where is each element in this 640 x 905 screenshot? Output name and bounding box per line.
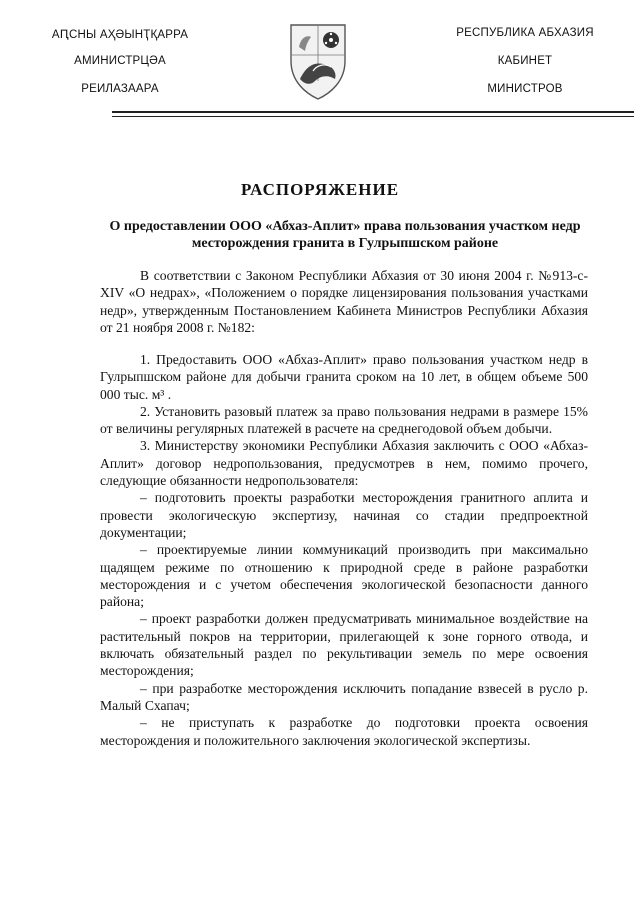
- header-right-line-2: КАБИНЕТ: [497, 55, 553, 67]
- item-3: 3. Министерству экономики Республики Абхазия заключить с ООО «Абхаз-Аплит» договор недропользования, предусмотрев в нем, помимо прочего, следующие обязанности недропользователя:: [100, 438, 588, 489]
- coat-of-arms-icon: [287, 21, 349, 101]
- item-2: 2. Установить разовый платеж за право пользования недрами в размере 15% от величины регулярных платежей в расчете на среднегодовой объем добычи.: [100, 403, 588, 437]
- obligation-4: – при разработке месторождения исключить попадание взвесей в русло р. Малый Схапач;: [100, 680, 588, 713]
- intro-paragraph: В соответствии с Законом Республики Абхазия от 30 июня 2004 г. №913-с-XIV «О недрах», «Положением о порядке лицензирования пользования участками недр», утвержденным Постановлением Кабинета Министров Республики Абхазия от 21 ноября 2008 г. №182:: [100, 268, 588, 335]
- header-rule-thick: [112, 111, 634, 113]
- document-subtitle: О предоставлении ООО «Абхаз-Аплит» права пользования участком недр месторождения гранита в Гулрыпшском районе: [109, 219, 581, 251]
- document-title: РАСПОРЯЖЕНИЕ: [240, 180, 400, 199]
- header-left-line-1: АԤСНЫ АҲӘЫНҬҚАРРА: [51, 29, 189, 41]
- header-rule-thin: [112, 116, 634, 117]
- intro-block: [100, 267, 588, 336]
- header-right-line-3: МИНИСТРОВ: [487, 83, 563, 95]
- obligation-2: – проектируемые линии коммуникаций производить при максимально щадящем режиме по отношению к природной среде в районе разработки месторождения и с учетом обеспечения экологической безопасности данного района;: [100, 542, 588, 610]
- header-left-line-2: АМИНИСТРЦӘА: [74, 55, 166, 67]
- header-right-line-1: РЕСПУБЛИКА АБХАЗИЯ: [456, 27, 594, 39]
- obligation-5: – не приступать к разработке до подготовки проекта освоения месторождения и положительного заключения экологической экспертизы.: [100, 715, 588, 748]
- item-1: 1. Предоставить ООО «Абхаз-Аплит» право пользования участком недр в Гулрыпшском районе для добычи гранита сроком на 10 лет, в общем объеме 500 000 тыс. м³ .: [100, 352, 588, 402]
- header-left-line-3: РЕИЛАЗААРА: [81, 83, 159, 95]
- obligation-1: – подготовить проекты разработки месторождения гранитного аплита и провести экологическую экспертизу, начиная со стадии предпроектной документации;: [100, 490, 588, 540]
- items-block: [100, 351, 588, 749]
- obligation-3: – проект разработки должен предусматривать минимальное воздействие на растительный покров на территории, прилегающей к зоне горного отвода, и включать обязательный раздел по рекультивации земель по мере освоения месторождения;: [100, 611, 588, 679]
